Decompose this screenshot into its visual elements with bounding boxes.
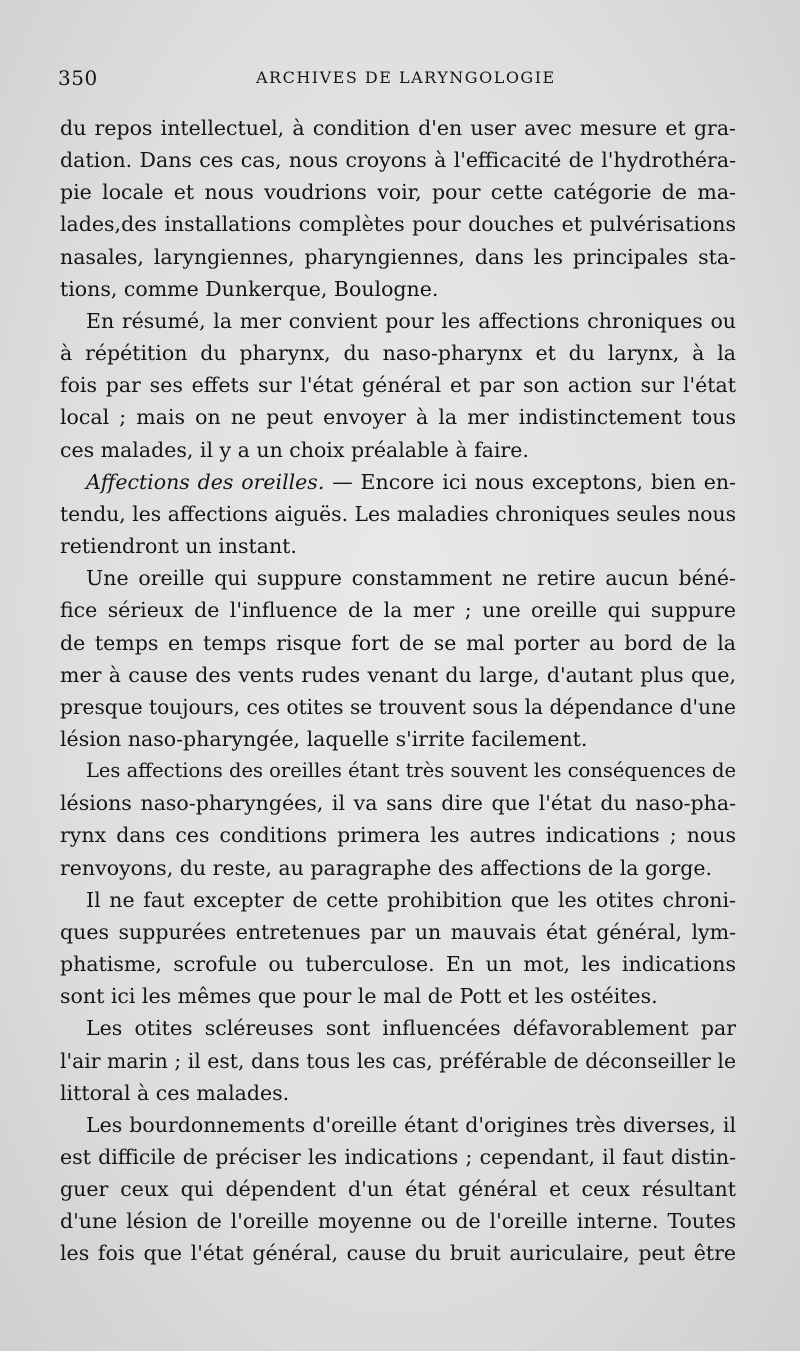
line-text: nasales, laryngiennes, pharyngiennes, dans les principales sta- [60,244,736,269]
text-line [60,466,736,498]
text-line [60,1077,736,1109]
text-line [60,530,736,562]
text-line [60,241,736,273]
text-line [60,755,736,787]
line-text: Les bourdonnements d'oreille étant d'origines très diverses, il [86,1112,736,1137]
line-text: fice sérieux de l'influence de la mer ; une oreille qui suppure [60,598,736,623]
line-text: phatisme, scrofule ou tuberculose. En un mot, les indications [60,952,736,977]
line-text: En résumé, la mer convient pour les affections chroniques ou [86,308,736,333]
line-text: mer à cause des vents rudes venant du large, d'autant plus que, [60,662,736,687]
line-text: presque toujours, ces otites se trouvent sous la dépendance d'une [60,694,736,719]
text-line [60,1109,736,1141]
line-text: sont ici les mêmes que pour le mal de Pott et les ostéites. [60,984,658,1009]
text-line [60,1045,736,1077]
line-text: ques suppurées entretenues par un mauvais état général, lym- [60,919,736,944]
text-line [60,208,736,240]
line-text: Les otites scléreuses sont influencées défavorablement par [86,1016,736,1041]
line-text: Une oreille qui suppure constamment ne retire aucun béné- [86,566,736,591]
line-text: fois par ses effets sur l'état général et par son action sur l'état [60,373,736,398]
text-line [60,659,736,691]
line-text: — Encore ici nous exceptons, bien en- [324,469,736,494]
page-header [58,66,740,100]
line-text: dation. Dans ces cas, nous croyons à l'efficacité de l'hydrothéra- [60,148,736,173]
text-line [60,1173,736,1205]
line-text: du repos intellectuel, à condition d'en user avec mesure et gra- [60,116,736,140]
text-line [60,337,736,369]
line-text: l'air marin ; il est, dans tous les cas, préférable de déconseiller le [60,1048,736,1073]
line-text: de temps en temps risque fort de se mal porter au bord de la [60,630,736,655]
line-text: local ; mais on ne peut envoyer à la mer indistinctement tous [60,405,736,430]
text-line [60,1205,736,1237]
text-line [60,787,736,819]
text-line [60,948,736,980]
line-text: rynx dans ces conditions primera les autres indications ; nous [60,823,736,848]
line-text: lades,des installations complètes pour douches et pulvérisations [60,212,736,237]
line-text: les fois que l'état général, cause du bruit auriculaire, peut être [60,1241,736,1266]
text-line [60,723,736,755]
text-line [60,562,736,594]
text-line [60,401,736,433]
text-line [60,434,736,466]
body-text [60,112,736,1270]
text-line [60,1237,736,1269]
line-text: retiendront un instant. [60,534,297,559]
text-line [60,884,736,916]
line-text: ces malades, il y a un choix préalable à faire. [60,437,529,462]
line-text: lésion naso-pharyngée, laquelle s'irrite facilement. [60,726,588,751]
running-title: ARCHIVES DE LARYNGOLOGIE [256,68,556,87]
page-number: 350 [58,66,98,90]
line-text: Il ne faut excepter de cette prohibition que les otites chroni- [86,887,736,912]
line-text: à répétition du pharynx, du naso-pharynx et du larynx, à la [60,341,736,366]
line-text: est difficile de préciser les indications ; cependant, il faut distin- [60,1145,736,1169]
line-text: tions, comme Dunkerque, Boulogne. [60,276,439,301]
line-text: lésions naso-pharyngées, il va sans dire que l'état du naso-pha- [60,791,736,816]
text-line [60,691,736,723]
text-line [60,627,736,659]
line-text: Les affections des oreilles étant très souvent les conséquences de [86,759,736,783]
section-heading: Affections des oreilles. [86,469,325,494]
line-text: guer ceux qui dépendent d'un état général et ceux résultant [60,1177,736,1202]
text-line [60,916,736,948]
text-line [60,594,736,626]
text-line [60,1012,736,1044]
line-text: d'une lésion de l'oreille moyenne ou de l'oreille interne. Toutes [60,1209,736,1234]
line-text: pie locale et nous voudrions voir, pour cette catégorie de ma- [60,180,736,205]
text-line [60,1141,736,1173]
text-line [60,498,736,530]
text-line [60,980,736,1012]
text-line [60,369,736,401]
text-line [60,305,736,337]
text-line [60,852,736,884]
line-text: littoral à ces malades. [60,1080,290,1105]
text-line [60,819,736,851]
text-line [60,144,736,176]
text-line [60,112,736,144]
text-line [60,273,736,305]
line-text: renvoyons, du reste, au paragraphe des affections de la gorge. [60,855,713,880]
line-text: tendu, les affections aiguës. Les maladies chroniques seules nous [60,501,736,526]
text-line [60,176,736,208]
